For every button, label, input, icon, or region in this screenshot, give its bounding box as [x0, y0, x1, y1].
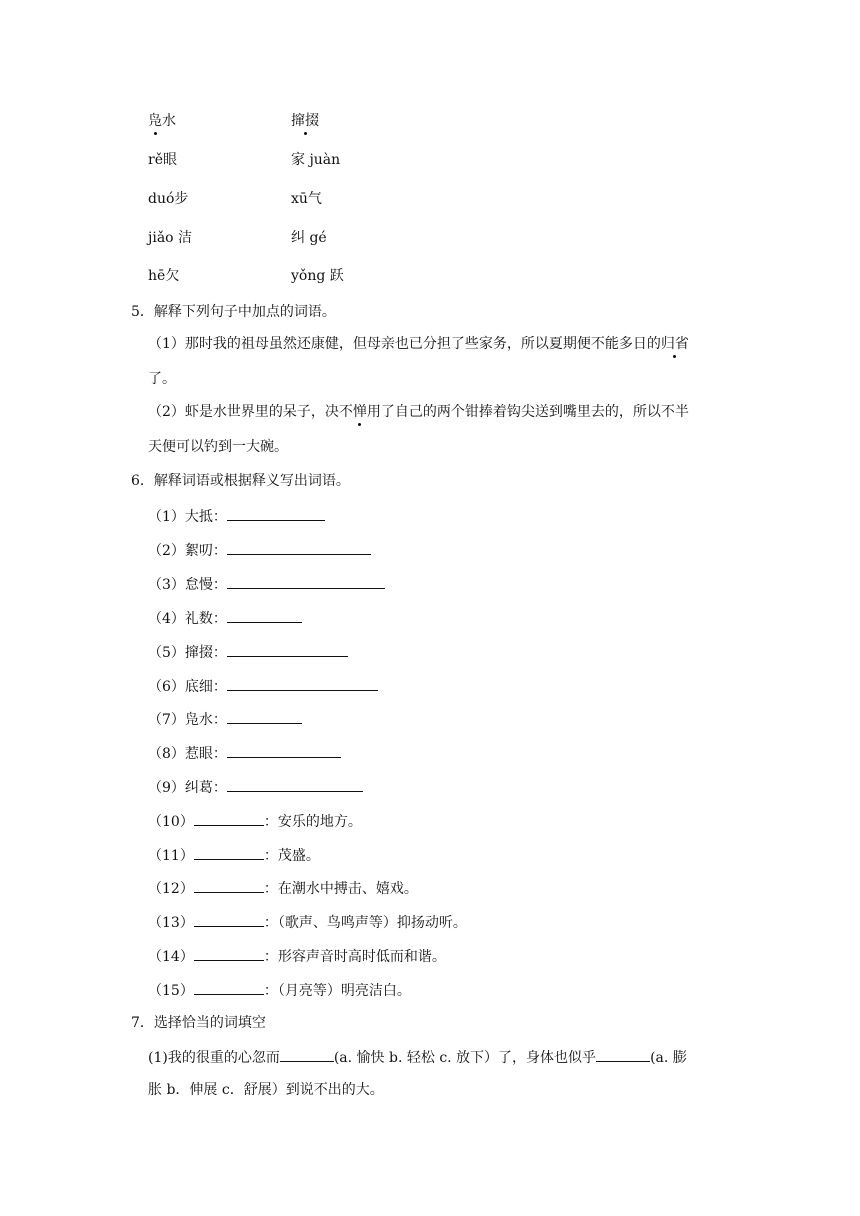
- table-cell: 纠 gé: [291, 230, 327, 246]
- answer-blank[interactable]: [596, 1046, 650, 1062]
- define-item: （2）絮叨：: [148, 539, 371, 561]
- answer-blank[interactable]: [227, 539, 371, 555]
- define-item: （9）纠葛：: [148, 776, 363, 798]
- answer-blank[interactable]: [227, 573, 385, 589]
- question-7-item-1: (1)我的很重的心忽而 (a. 愉快 b. 轻松 c. 放下）了，身体也似乎 (a. 膨: [148, 1046, 687, 1068]
- write-item: （12） ：在潮水中搏击、嬉戏。: [148, 877, 418, 899]
- table-row: jiǎo 洁: [148, 230, 193, 246]
- answer-blank[interactable]: [280, 1046, 334, 1062]
- answer-blank[interactable]: [194, 877, 264, 893]
- answer-blank[interactable]: [227, 675, 378, 691]
- table-row: hē欠: [148, 268, 180, 284]
- dotted-char: 凫: [148, 113, 162, 129]
- answer-blank[interactable]: [227, 776, 363, 792]
- table-row: rě眼: [148, 152, 177, 168]
- answer-blank[interactable]: [227, 505, 325, 521]
- define-item: （1）大抵：: [148, 505, 325, 527]
- question-5-title: 5．解释下列句子中加点的词语。: [131, 304, 336, 320]
- question-5-item-2-cont: 天便可以钓到一大碗。: [148, 439, 288, 455]
- question-5-item-2: （2）虾是水世界里的呆子，决不惮用了自己的两个钳捧着钩尖送到嘴里去的，所以不半: [148, 404, 689, 420]
- write-item: （10） ：安乐的地方。: [148, 810, 362, 832]
- answer-blank[interactable]: [194, 911, 264, 927]
- answer-blank[interactable]: [194, 945, 264, 961]
- table-row: 凫水: [148, 113, 176, 129]
- answer-blank[interactable]: [227, 742, 341, 758]
- define-item: （7）凫水：: [148, 708, 302, 730]
- define-item: （6）底细：: [148, 675, 378, 697]
- define-item: （8）惹眼：: [148, 742, 341, 764]
- dotted-word: 归省: [660, 336, 689, 352]
- table-row: duó步: [148, 191, 189, 207]
- table-cell: yǒng 跃: [291, 268, 344, 284]
- answer-blank[interactable]: [194, 979, 264, 995]
- define-item: （4）礼数：: [148, 607, 302, 629]
- answer-blank[interactable]: [194, 810, 264, 826]
- dotted-char: 撺掇: [291, 113, 319, 129]
- write-item: （15） ：（月亮等）明亮洁白。: [148, 979, 411, 1001]
- question-5-item-1-cont: 了。: [148, 371, 176, 387]
- write-item: （14） ：形容声音时高时低而和谐。: [148, 945, 446, 967]
- define-item: （5）撺掇：: [148, 641, 348, 663]
- write-item: （13） ：（歌声、鸟鸣声等）抑扬动听。: [148, 911, 467, 933]
- question-5-item-1: （1）那时我的祖母虽然还康健，但母亲也已分担了些家务，所以夏期便不能多日的归省: [148, 336, 689, 352]
- table-cell: 家 juàn: [291, 152, 341, 168]
- question-6-title: 6．解释词语或根据释义写出词语。: [131, 473, 350, 489]
- dotted-word: 惮: [352, 404, 367, 420]
- answer-blank[interactable]: [194, 844, 264, 860]
- question-7-item-1-cont: 胀 b．伸展 c．舒展）到说不出的大。: [148, 1082, 384, 1098]
- answer-blank[interactable]: [227, 641, 348, 657]
- table-cell: [291, 111, 319, 131]
- define-item: （3）怠慢：: [148, 573, 385, 595]
- write-item: （11） ：茂盛。: [148, 844, 320, 866]
- question-7-title: 7．选择恰当的词填空: [131, 1015, 266, 1031]
- answer-blank[interactable]: [227, 607, 302, 623]
- table-cell: xū气: [291, 191, 322, 207]
- answer-blank[interactable]: [227, 708, 302, 724]
